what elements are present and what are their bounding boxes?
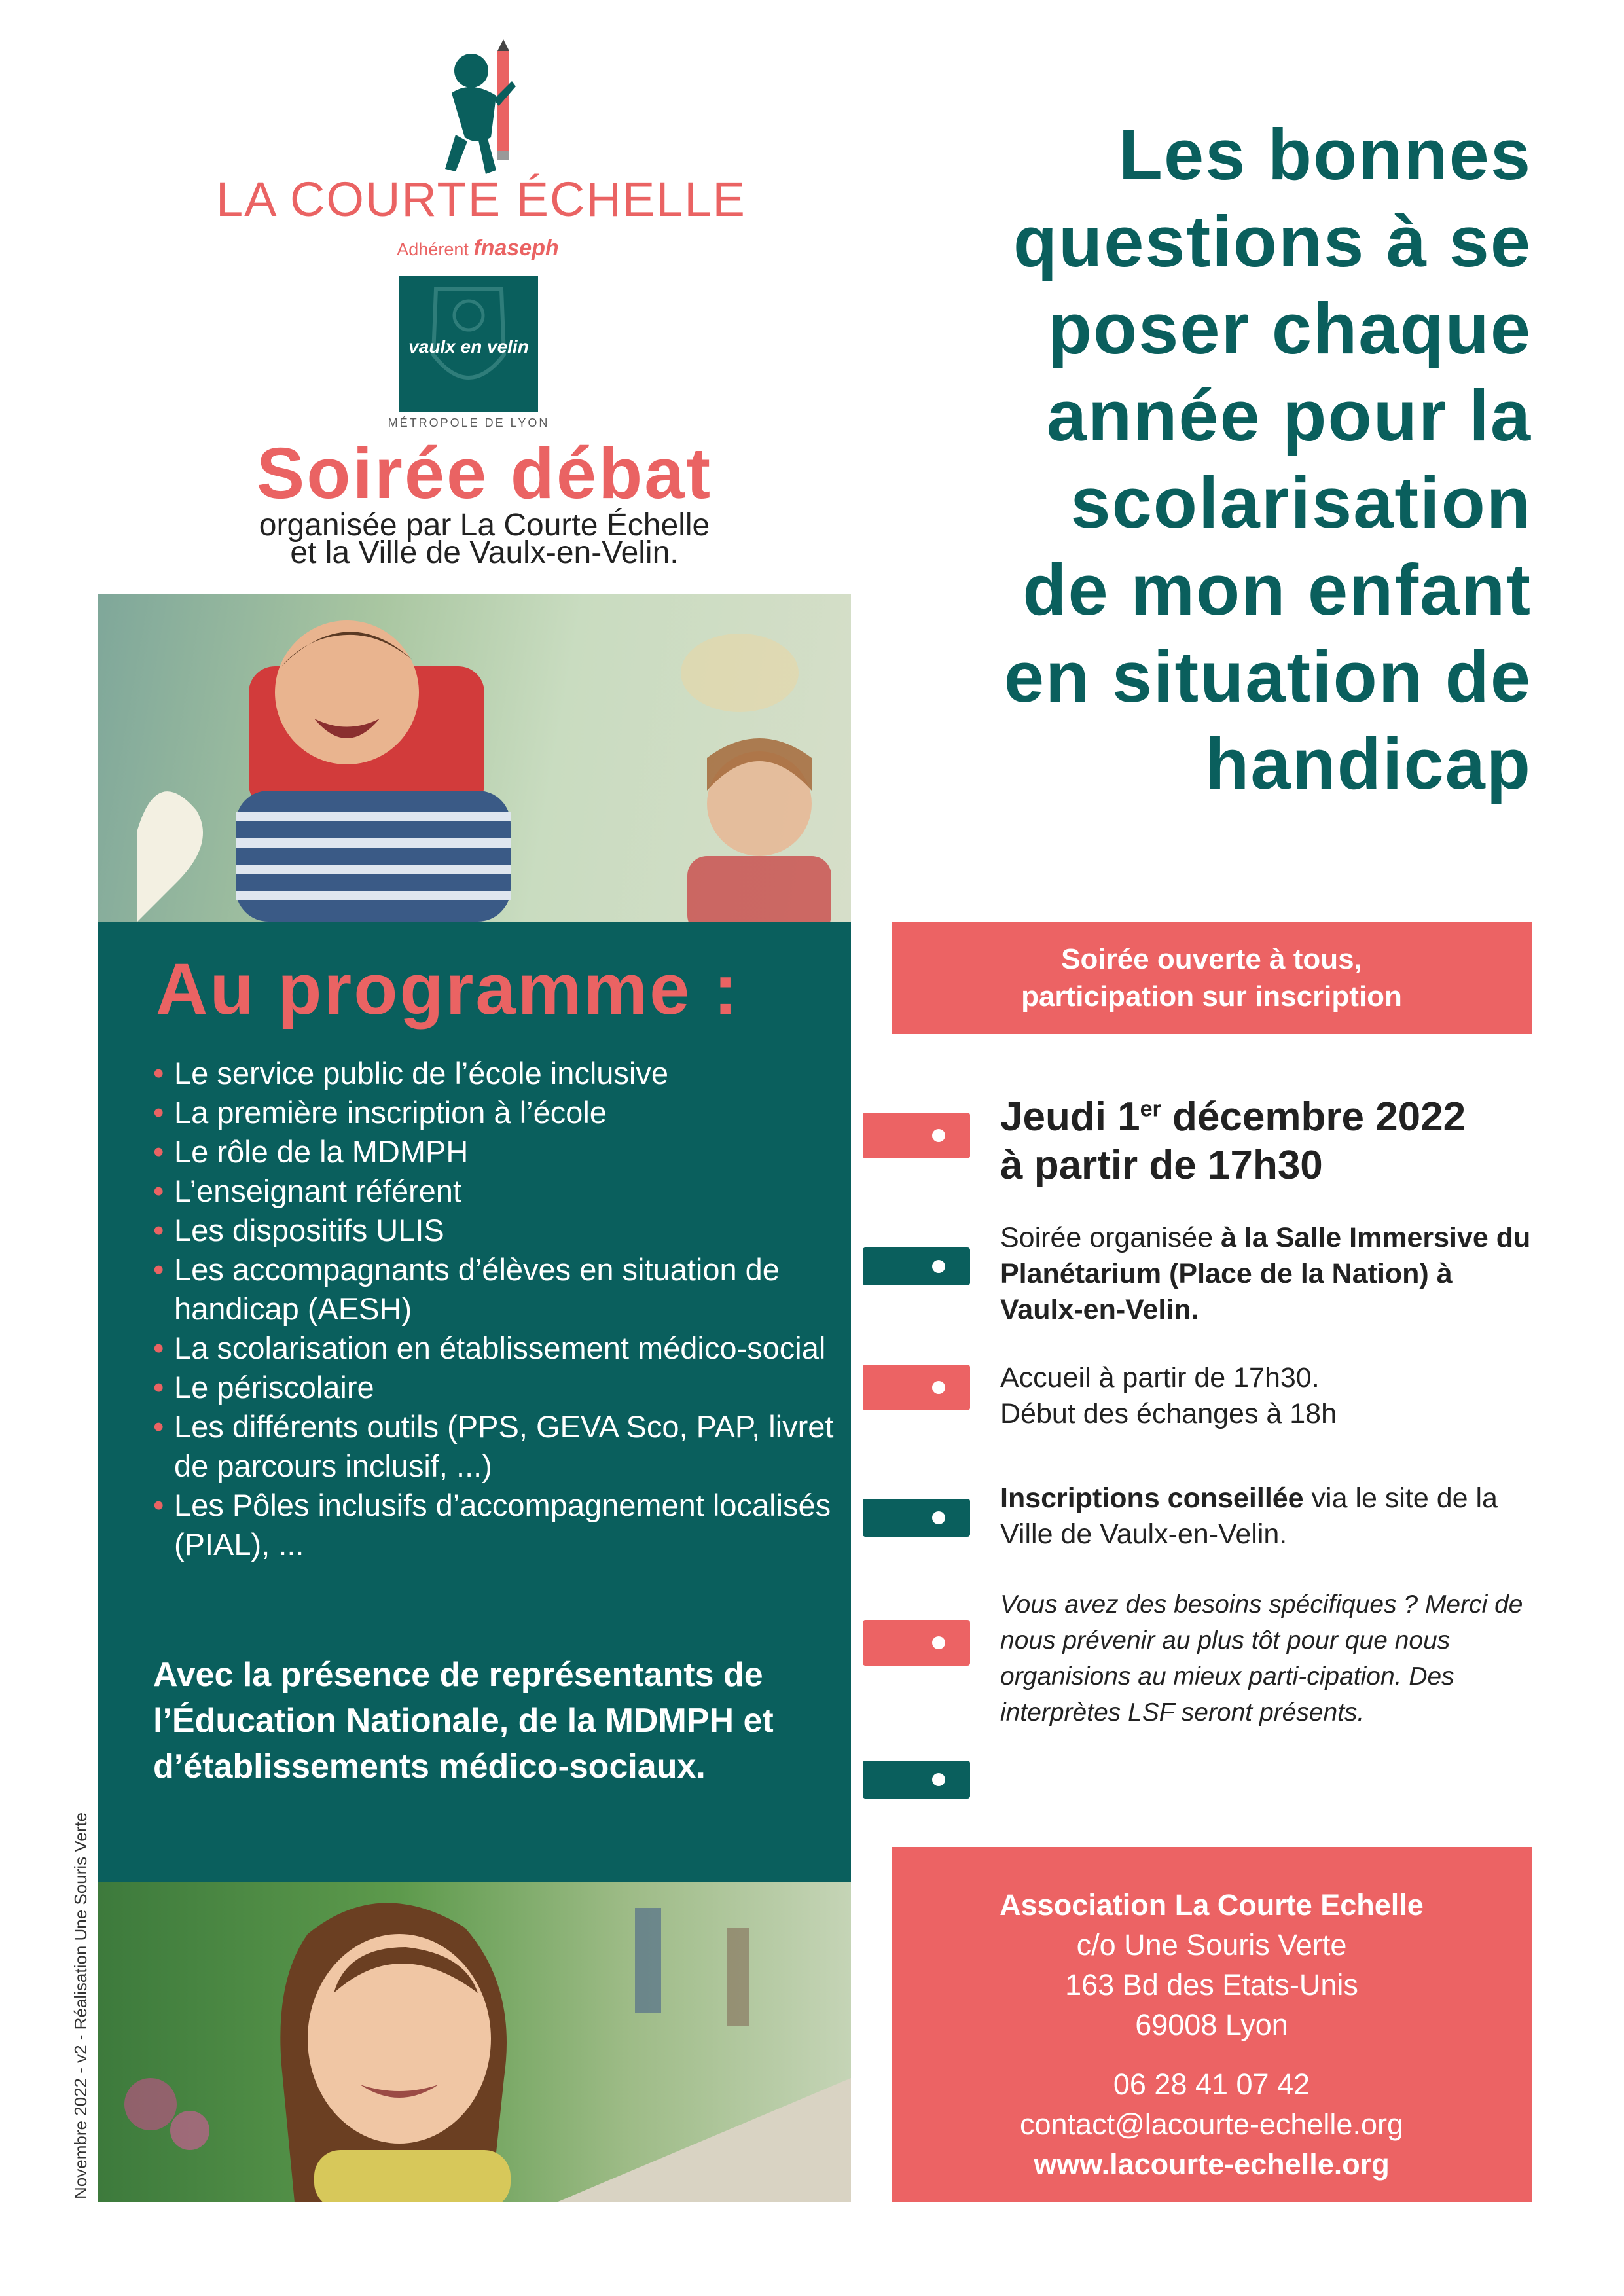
open-line-2: participation sur inscription — [1021, 980, 1402, 1013]
headline-line: handicap — [1205, 724, 1532, 804]
event-date — [1000, 1093, 1537, 1190]
organisers-line-1: organisée par La Courte Échelle — [259, 508, 710, 543]
contact-box — [892, 1847, 1532, 2202]
child-on-pencil-icon — [425, 39, 543, 183]
timeline-dot-icon — [932, 1773, 945, 1786]
open-line-1: Soirée ouverte à tous, — [1061, 943, 1362, 975]
programme-panel — [98, 922, 851, 1882]
event-time: à partir de 17h30 — [1000, 1143, 1323, 1188]
presence-statement: Avec la présence de représentants de l’Éducation Nationale, de la MDMPH et d’établissements médico-sociaux. — [153, 1656, 774, 1785]
contact-city: 69008 Lyon — [1135, 2008, 1288, 2041]
programme-title: Au programme : — [156, 949, 740, 1030]
event-organisers — [151, 508, 818, 570]
registration-rest: via le site de la Ville de Vaulx-en-Velin. — [1000, 1482, 1498, 1550]
timeline-dot-icon — [932, 1129, 945, 1142]
debut-time: Début des échanges à 18h — [1000, 1398, 1337, 1429]
city-logo-name: vaulx en velin — [408, 336, 529, 357]
date-day: Jeudi 1 — [1000, 1094, 1140, 1139]
contact-phone: 06 28 41 07 42 — [1113, 2068, 1310, 2101]
organisation-logo-name: LA COURTE ÉCHELLE — [216, 172, 746, 226]
venue-location: à la Salle Immersive du Planétarium (Place de la Nation) à Vaulx-en-Velin. — [1000, 1222, 1531, 1325]
event-venue — [1000, 1220, 1537, 1328]
headline-line: année pour la — [1046, 376, 1532, 456]
photo-smiling-girl — [98, 1882, 851, 2202]
timeline-marker — [863, 1620, 970, 1666]
city-crest-icon — [399, 276, 538, 412]
headline-line: scolarisation — [1070, 463, 1532, 543]
headline-line: en situation de — [1003, 637, 1532, 717]
venue-prefix: Soirée organisée — [1000, 1222, 1221, 1253]
list-item: • L’enseignant référent — [153, 1172, 834, 1211]
list-item: • Les dispositifs ULIS — [153, 1211, 834, 1250]
adherent-prefix: Adhérent — [397, 240, 469, 259]
list-item: • Les accompagnants d’élèves en situation de handicap (AESH) — [153, 1250, 834, 1329]
date-ordinal: er — [1140, 1096, 1161, 1122]
contact-co: c/o Une Souris Verte — [1076, 1928, 1347, 1962]
adherent-brand: fnaseph — [473, 236, 559, 260]
timeline-dot-icon — [932, 1260, 945, 1273]
adherent-line — [216, 236, 740, 261]
timeline-marker — [863, 1113, 970, 1158]
timeline-marker — [863, 1499, 970, 1537]
open-to-all-banner — [892, 922, 1532, 1034]
headline-line: poser chaque — [1047, 289, 1532, 369]
organisers-line-2: et la Ville de Vaulx-en-Velin. — [290, 535, 679, 570]
programme-list — [153, 1054, 834, 1564]
city-logo-subtitle: MÉTROPOLE DE LYON — [388, 416, 550, 429]
headline-line: questions à se — [1013, 202, 1532, 282]
timeline-dot-icon — [932, 1381, 945, 1394]
list-item: • Les différents outils (PPS, GEVA Sco, PAP, livret de parcours inclusif, ...) — [153, 1407, 834, 1486]
contact-website[interactable]: www.lacourte-echelle.org — [1034, 2147, 1390, 2181]
accueil-time: Accueil à partir de 17h30. — [1000, 1362, 1320, 1393]
headline-line: de mon enfant — [1022, 550, 1532, 630]
list-item: • Les Pôles inclusifs d’accompagnement localisés (PIAL), ... — [153, 1486, 834, 1564]
list-item: • La scolarisation en établissement médico-social — [153, 1329, 834, 1368]
timeline-marker — [863, 1761, 970, 1799]
registration-info — [1000, 1480, 1537, 1552]
list-item: • Le périscolaire — [153, 1368, 834, 1407]
photo-smiling-boy — [98, 594, 851, 922]
timeline-dot-icon — [932, 1511, 945, 1524]
event-title: Soirée débat — [256, 433, 713, 514]
timeline-dot-icon — [932, 1636, 945, 1649]
headline — [871, 111, 1532, 808]
timeline-marker — [863, 1247, 970, 1285]
list-item: • Le rôle de la MDMPH — [153, 1132, 834, 1172]
credit-line: Novembre 2022 - v2 - Réalisation Une Souris Verte — [71, 1812, 90, 2199]
list-item: • Le service public de l’école inclusive — [153, 1054, 834, 1093]
event-schedule — [1000, 1360, 1537, 1432]
date-month-year: décembre 2022 — [1161, 1094, 1466, 1139]
list-item: • La première inscription à l’école — [153, 1093, 834, 1132]
contact-email[interactable]: contact@lacourte-echelle.org — [1020, 2108, 1403, 2141]
headline-line: Les bonnes — [1118, 115, 1532, 195]
specific-needs-note: Vous avez des besoins spécifiques ? Merci de nous prévenir au plus tôt pour que nous organisions au mieux parti-cipation. Des interprètes LSF seront présents. — [1000, 1590, 1523, 1727]
contact-org: Association La Courte Echelle — [1000, 1888, 1424, 1922]
contact-street: 163 Bd des Etats-Unis — [1065, 1968, 1358, 2001]
timeline-marker — [863, 1365, 970, 1410]
registration-bold: Inscriptions conseillée — [1000, 1482, 1304, 1514]
